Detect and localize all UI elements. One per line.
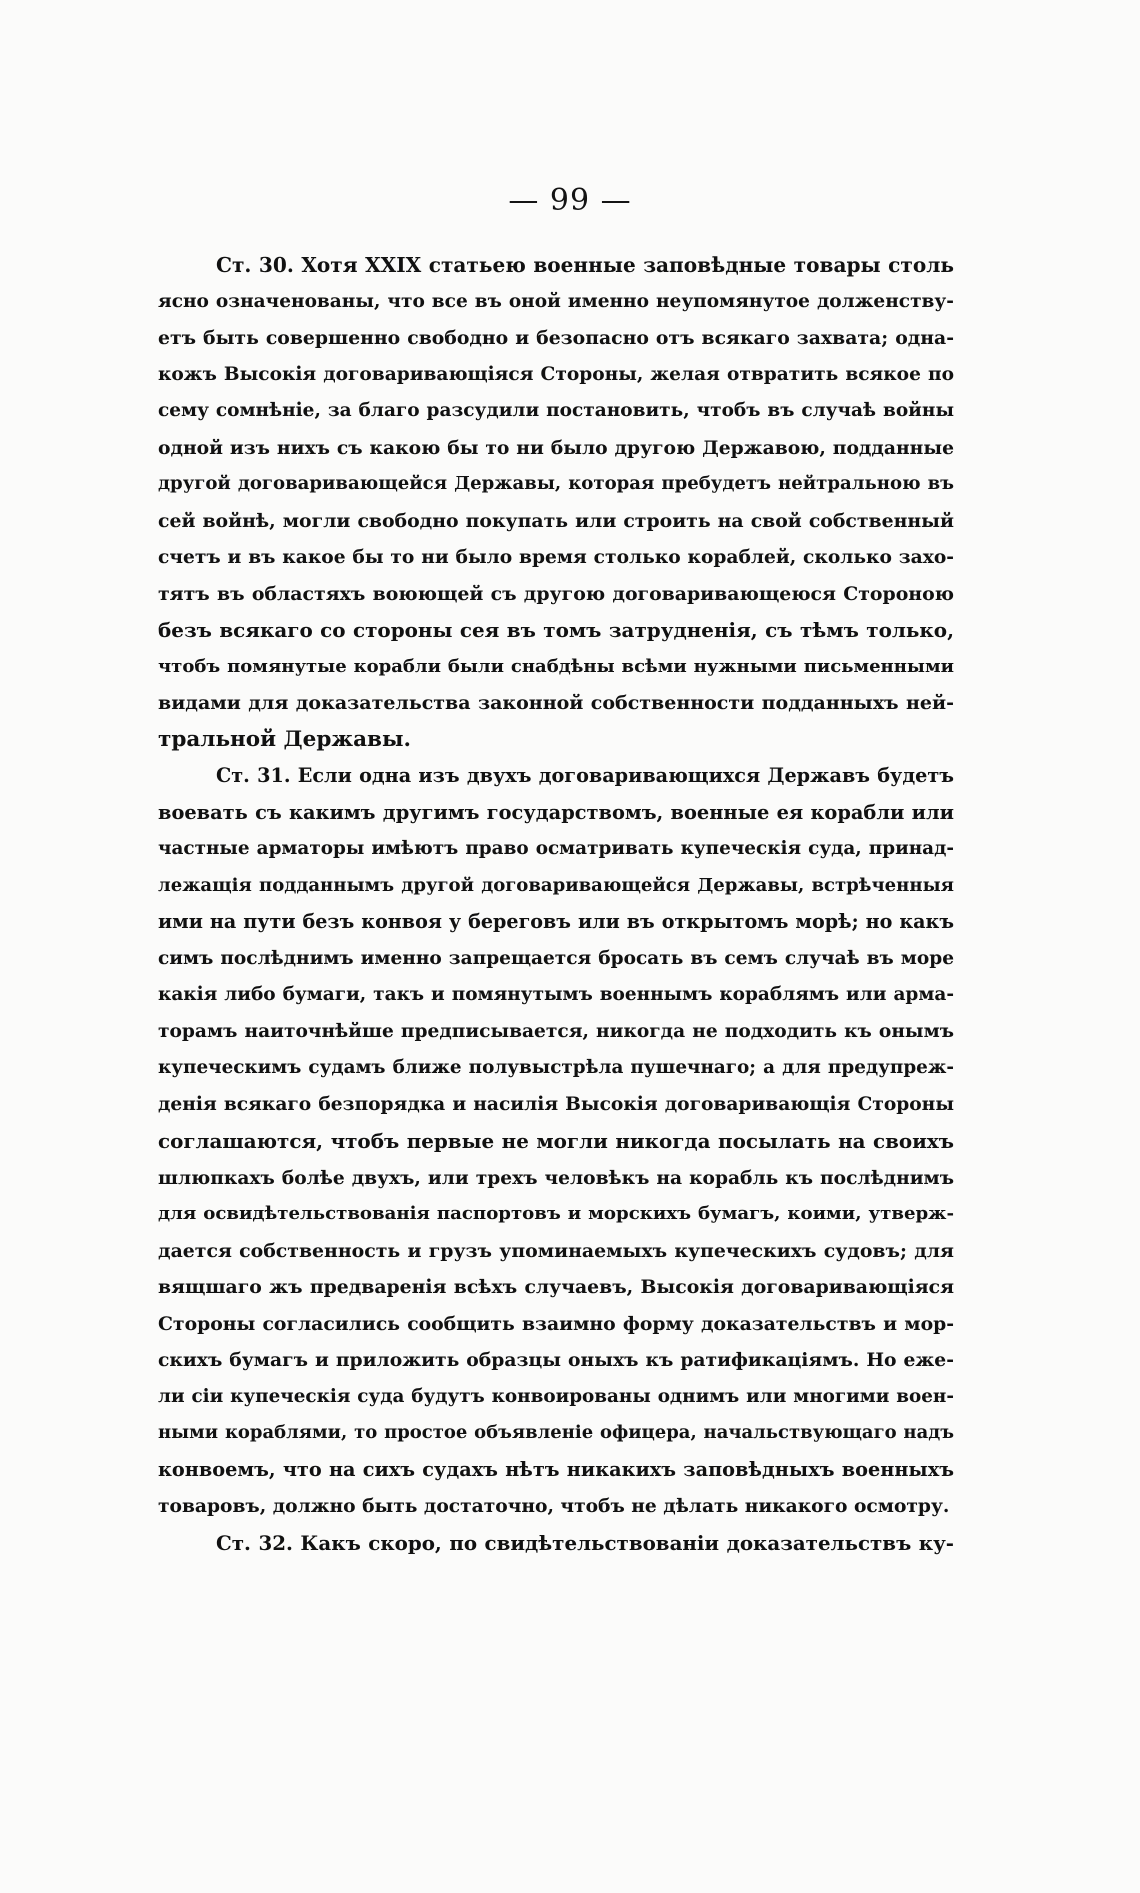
- text-line: вящшаго жъ предваренія всѣхъ случаевъ, Высокія договаривающіяся: [158, 1276, 954, 1298]
- text-line: торамъ наиточнѣйше предписывается, никогда не подходить къ онымъ: [158, 1020, 954, 1042]
- text-line: ными кораблями, то простое объявленіе офицера, начальствующаго надъ: [158, 1422, 954, 1443]
- text-line: тятъ въ областяхъ воюющей съ другою договаривающеюся Стороною: [158, 582, 954, 605]
- text-line: лежащія подданнымъ другой договаривающейся Державы, встрѣченныя: [158, 874, 954, 896]
- text-line: конвоемъ, что на сихъ судахъ нѣтъ никакихъ заповѣдныхъ военныхъ: [158, 1457, 954, 1481]
- text-line: денія всякаго безпорядка и насилія Высокія договаривающія Стороны: [158, 1093, 954, 1115]
- text-line: тральной Державы.: [158, 726, 411, 752]
- text-line: Стороны согласились сообщить взаимно форму доказательствъ и мор-: [158, 1312, 954, 1335]
- text-line: соглашаются, чтобъ первые не могли никогда посылать на своихъ: [158, 1129, 954, 1153]
- text-line: счетъ и въ какое бы то ни было время столько кораблей, сколько захо-: [158, 546, 954, 568]
- text-line: ли сіи купеческія суда будутъ конвоированы однимъ или многими воен-: [158, 1385, 954, 1407]
- text-line: Ст. 32. Какъ скоро, по свидѣтельствованіи доказательствъ ку-: [216, 1530, 954, 1555]
- text-line: безъ всякаго со стороны сея въ томъ затрудненія, съ тѣмъ только,: [158, 618, 954, 642]
- article-31: [158, 758, 954, 1525]
- page-number: — 99 —: [508, 183, 632, 218]
- article-30: [158, 247, 954, 758]
- text-line: для освидѣтельствованія паспортовъ и морскихъ бумагъ, коими, утверж-: [158, 1203, 954, 1224]
- text-line: шлюпкахъ болѣе двухъ, или трехъ человѣкъ на корабль къ послѣднимъ: [158, 1166, 954, 1189]
- text-line: воевать съ какимъ другимъ государствомъ, военные ея корабли или: [158, 800, 954, 824]
- text-line: кожъ Высокія договаривающіяся Стороны, желая отвратить всякое по: [158, 363, 954, 385]
- text-line: другой договаривающейся Державы, которая пребудетъ нейтральною въ: [158, 473, 954, 494]
- text-line: какія либо бумаги, такъ и помянутымъ военнымъ кораблямъ или арма-: [158, 984, 954, 1005]
- text-line: симъ послѣднимъ именно запрещается бросать въ семъ случаѣ въ море: [158, 947, 954, 969]
- text-line: одной изъ нихъ съ какою бы то ни было другою Державою, подданные: [158, 436, 954, 459]
- text-line: Ст. 31. Если одна изъ двухъ договаривающихся Державъ будетъ: [216, 764, 954, 787]
- text-line: товаровъ, должно быть достаточно, чтобъ не дѣлать никакого осмотру.: [158, 1495, 950, 1517]
- text-line: дается собственность и грузъ упоминаемыхъ купеческихъ судовъ; для: [158, 1239, 954, 1262]
- text-line: частные арматоры имѣютъ право осматривать купеческія суда, принад-: [158, 838, 954, 859]
- text-line: ими на пути безъ конвоя у береговъ или въ открытомъ морѣ; но какъ: [158, 910, 954, 933]
- text-line: ясно означенованы, что все въ оной именно неупомянутое долженству-: [158, 290, 954, 312]
- text-line: купеческимъ судамъ ближе полувыстрѣла пушечнаго; а для предупреж-: [158, 1057, 954, 1078]
- text-line: видами для доказательства законной собственности подданныхъ ней-: [158, 692, 954, 714]
- text-line: Ст. 30. Хотя XXIX статьею военные заповѣдные товары столь: [216, 253, 954, 277]
- text-line: скихъ бумагъ и приложить образцы оныхъ къ ратификаціямъ. Но еже-: [158, 1349, 954, 1371]
- text-line: чтобъ помянутые корабли были снабдѣны всѣми нужными письменными: [158, 655, 954, 677]
- text-line: сему сомнѣніе, за благо разсудили постановить, чтобъ въ случаѣ войны: [158, 400, 954, 421]
- text-line: сей войнѣ, могли свободно покупать или строить на свой собственный: [158, 509, 954, 532]
- body-text: [158, 247, 954, 1561]
- article-32: [158, 1525, 954, 1562]
- text-line: етъ быть совершенно свободно и безопасно отъ всякаго захвата; одна-: [158, 327, 954, 349]
